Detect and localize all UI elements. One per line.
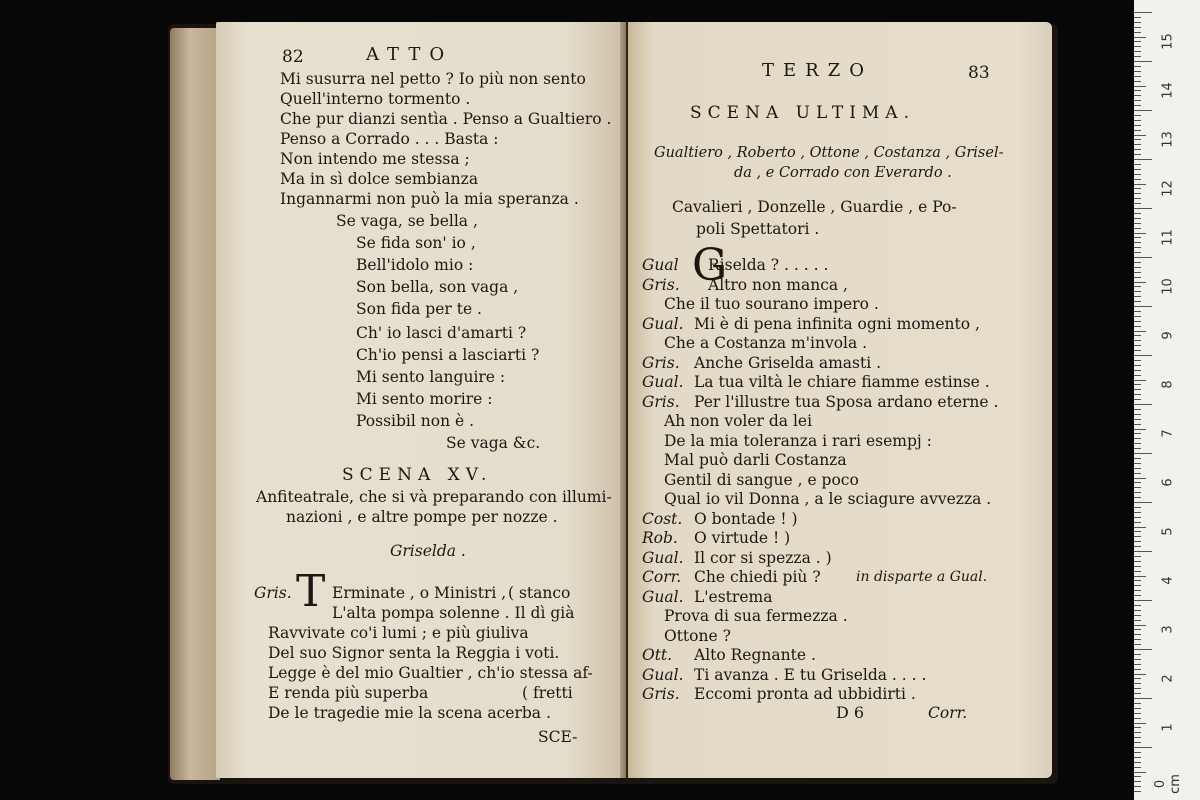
ruler-tick <box>1134 708 1141 709</box>
ruler-tick <box>1134 350 1141 351</box>
ruler-tick <box>1134 37 1146 38</box>
ruler-tick <box>1134 370 1141 371</box>
aria-line: Son fida per te . <box>356 300 482 318</box>
stage-direction: in disparte a Gual. <box>856 569 988 585</box>
cast-list: da , e Corrado con Everardo . <box>734 165 952 181</box>
ruler-number: 2 <box>1160 674 1176 683</box>
ruler-tick <box>1134 71 1141 72</box>
ruler-tick <box>1134 46 1141 47</box>
aria-reprise: Se vaga &c. <box>446 434 541 452</box>
ruler-tick <box>1134 791 1141 792</box>
ruler-tick <box>1134 130 1141 131</box>
ruler-tick <box>1134 512 1141 513</box>
ruler-tick <box>1134 669 1141 670</box>
ruler-tick <box>1134 233 1146 234</box>
ruler-tick <box>1134 419 1141 420</box>
ruler-tick <box>1134 184 1146 185</box>
ruler-tick <box>1134 649 1152 650</box>
speech-line: Legge è del mio Gualtier , ch'io stessa af- <box>268 664 593 682</box>
ruler-tick <box>1134 713 1141 714</box>
ruler-tick <box>1134 179 1141 180</box>
ruler-tick <box>1134 762 1141 763</box>
ruler-number: 0 cm <box>1153 774 1183 794</box>
ruler-tick <box>1134 404 1152 405</box>
aria-line: Se fida son' io , <box>356 234 476 252</box>
right-page <box>628 22 1052 778</box>
ruler-tick <box>1134 424 1141 425</box>
ruler-tick <box>1134 208 1152 209</box>
measuring-ruler <box>1134 0 1200 800</box>
speaker-label: Cost. <box>642 509 683 528</box>
dialogue-line: Ah non voler da lei <box>664 412 813 430</box>
speaker-label: Ott. <box>642 646 673 664</box>
speaker-label: Gual. <box>642 314 684 333</box>
ruler-tick <box>1134 688 1141 689</box>
dialogue-line: Riselda ? . . . . . <box>708 256 829 274</box>
ruler-tick <box>1134 389 1141 390</box>
ruler-tick <box>1134 615 1141 616</box>
ruler-tick <box>1134 188 1141 189</box>
speaker-label: Gris. <box>642 353 680 372</box>
right-page-number: 83 <box>968 63 990 83</box>
aria-line: Se vaga, se bella , <box>336 212 478 230</box>
dialogue-line: Alto Regnante . <box>694 646 816 664</box>
ruler-number: 12 <box>1160 180 1176 197</box>
dialogue-line: Mi è di pena infinita ogni momento , <box>694 314 980 333</box>
ruler-tick <box>1134 56 1141 57</box>
ruler-tick <box>1134 556 1141 557</box>
dialogue-line: Che a Costanza m'invola . <box>664 334 868 352</box>
ruler-tick <box>1134 321 1141 322</box>
ruler-tick <box>1134 331 1146 332</box>
ruler-tick <box>1134 576 1146 577</box>
ruler-tick <box>1134 306 1152 307</box>
ruler-tick <box>1134 105 1141 106</box>
ruler-tick <box>1134 620 1141 621</box>
ruler-tick <box>1134 51 1141 52</box>
verse-line: Che pur dianzi sentìa . Penso a Gualtiero . <box>280 110 612 128</box>
scene-description: nazioni , e altre pompe per nozze . <box>286 508 558 526</box>
ruler-number: 6 <box>1160 478 1176 487</box>
ruler-tick <box>1134 360 1141 361</box>
ruler-tick <box>1134 566 1141 567</box>
ruler-number: 10 <box>1160 278 1176 295</box>
ruler-tick <box>1134 414 1141 415</box>
ruler-tick <box>1134 399 1141 400</box>
dialogue-line: Altro non manca , <box>708 275 848 294</box>
extras-list: Cavalieri , Donzelle , Guardie , e Po- <box>672 198 957 216</box>
ruler-tick <box>1134 536 1141 537</box>
ruler-tick <box>1134 272 1141 273</box>
ruler-tick <box>1134 507 1141 508</box>
right-running-head: TERZO <box>762 60 873 81</box>
ruler-tick <box>1134 311 1141 312</box>
ruler-tick <box>1134 380 1146 381</box>
ruler-number: 11 <box>1160 229 1176 246</box>
ruler-tick <box>1134 600 1152 601</box>
ruler-tick <box>1134 154 1141 155</box>
ruler-tick <box>1134 527 1146 528</box>
aria-line: Son bella, son vaga , <box>356 278 519 296</box>
ruler-tick <box>1134 703 1141 704</box>
ruler-tick <box>1134 433 1141 434</box>
ruler-tick <box>1134 384 1141 385</box>
ruler-tick <box>1134 585 1141 586</box>
ruler-tick <box>1134 610 1141 611</box>
speaker-label: Gris. <box>642 685 680 703</box>
ruler-tick <box>1134 282 1146 283</box>
ruler-tick <box>1134 664 1141 665</box>
catchword: SCE- <box>538 728 578 746</box>
dialogue-line: L'estrema <box>694 587 773 606</box>
dialogue-line: La tua viltà le chiare fiamme estinse . <box>694 373 990 391</box>
ruler-tick <box>1134 727 1141 728</box>
dialogue-line: Ottone ? <box>664 626 731 645</box>
ruler-tick <box>1134 683 1141 684</box>
speaker-label: Gual. <box>642 587 684 606</box>
ruler-tick <box>1134 776 1141 777</box>
ruler-tick <box>1134 487 1141 488</box>
ruler-tick <box>1134 473 1141 474</box>
ruler-tick <box>1134 541 1141 542</box>
ruler-tick <box>1134 41 1141 42</box>
dialogue-line: Ti avanza . E tu Griselda . . . . <box>694 665 927 684</box>
ruler-tick <box>1134 242 1141 243</box>
ruler-tick <box>1134 786 1141 787</box>
ruler-tick <box>1134 90 1141 91</box>
ruler-tick <box>1134 478 1146 479</box>
ruler-number: 3 <box>1160 625 1176 634</box>
ruler-tick <box>1134 463 1141 464</box>
ruler-tick <box>1134 693 1141 694</box>
speech-line: Del suo Signor senta la Reggia i voti. <box>268 644 560 662</box>
aria-line: Ch'io pensi a lasciarti ? <box>356 346 540 364</box>
ruler-tick <box>1134 365 1141 366</box>
ruler-tick <box>1134 286 1141 287</box>
ruler-tick <box>1134 718 1141 719</box>
verse-line: Ingannarmi non può la mia speranza . <box>280 190 579 208</box>
ruler-number: 1 <box>1160 723 1176 732</box>
speech-line: Ravvivate co'i lumi ; e più giuliva <box>268 624 529 642</box>
ruler-tick <box>1134 149 1141 150</box>
ruler-tick <box>1134 228 1141 229</box>
aria-line: Bell'idolo mio : <box>356 256 474 274</box>
signature-mark: D 6 <box>836 703 865 722</box>
ruler-tick <box>1134 110 1152 111</box>
ruler-tick <box>1134 595 1141 596</box>
ruler-tick <box>1134 22 1141 23</box>
left-running-head: ATTO <box>366 44 454 65</box>
dialogue-line: De la mia toleranza i rari esempj : <box>664 431 932 450</box>
ruler-number: 5 <box>1160 527 1176 536</box>
ruler-tick <box>1134 737 1141 738</box>
character-name: Griselda . <box>390 542 466 560</box>
ruler-tick <box>1134 468 1141 469</box>
aria-line: Ch' io lasci d'amarti ? <box>356 324 527 342</box>
ruler-tick <box>1134 27 1141 28</box>
ruler-tick <box>1134 345 1141 346</box>
ruler-tick <box>1134 203 1141 204</box>
ruler-tick <box>1134 438 1141 439</box>
ruler-tick <box>1134 698 1152 699</box>
ruler-tick <box>1134 580 1141 581</box>
speaker-label: Gual. <box>642 373 684 391</box>
scene-heading: SCENA ULTIMA. <box>690 103 915 123</box>
ruler-tick <box>1134 458 1141 459</box>
ruler-tick <box>1134 492 1141 493</box>
extras-list: poli Spettatori . <box>696 220 820 238</box>
verse-line: Quell'interno tormento . <box>280 90 471 108</box>
ruler-tick <box>1134 135 1146 136</box>
ruler-tick <box>1134 296 1141 297</box>
ruler-number: 8 <box>1160 380 1176 389</box>
speaker-label: Gris. <box>254 584 292 602</box>
ruler-tick <box>1134 678 1141 679</box>
ruler-tick <box>1134 497 1141 498</box>
ruler-tick <box>1134 752 1141 753</box>
ruler-tick <box>1134 159 1152 160</box>
ruler-tick <box>1134 120 1141 121</box>
ruler-tick <box>1134 429 1146 430</box>
aria-line: Mi sento languire : <box>356 368 506 386</box>
dialogue-line: Che chiedi più ? <box>694 568 821 586</box>
ruler-tick <box>1134 17 1141 18</box>
ruler-tick <box>1134 781 1141 782</box>
ruler-tick <box>1134 644 1141 645</box>
ruler-tick <box>1134 66 1141 67</box>
verse-line: Penso a Corrado . . . Basta : <box>280 130 499 148</box>
ruler-number: 14 <box>1160 82 1176 99</box>
verse-line: Mi susurra nel petto ? Io più non sento <box>280 70 586 88</box>
speaker-label: Gual. <box>642 548 684 567</box>
dialogue-line: Eccomi pronta ad ubbidirti . <box>694 685 916 703</box>
ruler-tick <box>1134 674 1146 675</box>
speaker-label: Rob. <box>642 529 678 547</box>
catchword: Corr. <box>928 704 968 722</box>
ruler-number: 13 <box>1160 131 1176 148</box>
ruler-tick <box>1134 174 1141 175</box>
dialogue-line: Per l'illustre tua Sposa ardano eterne . <box>694 392 999 411</box>
ruler-number: 9 <box>1160 331 1176 340</box>
verse-line: Ma in sì dolce sembianza <box>280 170 479 188</box>
ruler-tick <box>1134 453 1152 454</box>
ruler-tick <box>1134 443 1141 444</box>
ruler-tick <box>1134 139 1141 140</box>
ruler-tick <box>1134 247 1141 248</box>
dialogue-line: Anche Griselda amasti . <box>694 353 882 372</box>
ruler-tick <box>1134 95 1141 96</box>
ruler-tick <box>1134 772 1146 773</box>
ruler-tick <box>1134 218 1141 219</box>
dialogue-line: Prova di sua fermezza . <box>664 607 848 625</box>
ruler-tick <box>1134 169 1141 170</box>
speech-line: E renda più superba <box>268 684 429 702</box>
ruler-tick <box>1134 561 1141 562</box>
ruler-tick <box>1134 590 1141 591</box>
ruler-tick <box>1134 326 1141 327</box>
ruler-number: 4 <box>1160 576 1176 585</box>
ruler-tick <box>1134 531 1141 532</box>
ruler-tick <box>1134 223 1141 224</box>
dialogue-line: Mal può darli Costanza <box>664 451 847 469</box>
dialogue-line: O bontade ! ) <box>694 509 798 528</box>
ruler-tick <box>1134 267 1141 268</box>
scene-heading: SCENA XV. <box>342 465 493 485</box>
ruler-tick <box>1134 659 1141 660</box>
left-page <box>216 22 626 778</box>
ruler-tick <box>1134 522 1141 523</box>
ruler-tick <box>1134 551 1152 552</box>
ruler-tick <box>1134 125 1141 126</box>
ruler-tick <box>1134 742 1141 743</box>
ruler-tick <box>1134 81 1141 82</box>
ruler-tick <box>1134 654 1141 655</box>
ruler-tick <box>1134 164 1141 165</box>
ruler-tick <box>1134 61 1152 62</box>
ruler-tick <box>1134 747 1152 748</box>
ruler-tick <box>1134 394 1141 395</box>
speaker-label: Corr. <box>642 568 682 586</box>
aria-line: Mi sento morire : <box>356 390 493 408</box>
ruler-tick <box>1134 634 1141 635</box>
ruler-tick <box>1134 723 1146 724</box>
ruler-tick <box>1134 291 1141 292</box>
ruler-tick <box>1134 340 1141 341</box>
ruler-tick <box>1134 115 1141 116</box>
drop-capital: G <box>692 240 728 291</box>
ruler-tick <box>1134 409 1141 410</box>
verse-line: Non intendo me stessa ; <box>280 150 470 168</box>
ruler-tick <box>1134 198 1141 199</box>
ruler-tick <box>1134 639 1141 640</box>
ruler-tick <box>1134 316 1141 317</box>
ruler-tick <box>1134 262 1141 263</box>
speech-line: L'alta pompa solenne . Il dì già <box>332 604 575 622</box>
aria-line: Possibil non è . <box>356 412 475 430</box>
dialogue-line: Il cor si spezza . ) <box>694 548 832 567</box>
ruler-number: 7 <box>1160 429 1176 438</box>
ruler-tick <box>1134 86 1146 87</box>
ruler-tick <box>1134 193 1141 194</box>
ruler-tick <box>1134 757 1141 758</box>
dialogue-line: Gentil di sangue , e poco <box>664 470 859 489</box>
ruler-tick <box>1134 625 1146 626</box>
speaker-label: Gual. <box>642 665 684 684</box>
ruler-tick <box>1134 767 1141 768</box>
speaker-label: Gris. <box>642 392 680 411</box>
left-page-number: 82 <box>282 47 304 67</box>
ruler-tick <box>1134 213 1141 214</box>
ruler-tick <box>1134 482 1141 483</box>
speech-line: Erminate , o Ministri , <box>332 584 507 602</box>
ruler-tick <box>1134 335 1141 336</box>
ruler-tick <box>1134 100 1141 101</box>
ruler-tick <box>1134 32 1141 33</box>
ruler-tick <box>1134 237 1141 238</box>
ruler-tick <box>1134 375 1141 376</box>
ruler-tick <box>1134 546 1141 547</box>
ruler-tick <box>1134 277 1141 278</box>
ruler-number: 15 <box>1160 33 1176 50</box>
speech-line: De le tragedie mie la scena acerba . <box>268 704 551 722</box>
speaker-label: Gual <box>642 256 679 274</box>
page-block-edge <box>170 28 220 780</box>
ruler-tick <box>1134 448 1141 449</box>
stage-aside: ( stanco <box>508 584 571 602</box>
ruler-tick <box>1134 517 1141 518</box>
ruler-tick <box>1134 144 1141 145</box>
ruler-tick <box>1134 252 1141 253</box>
scene-description: Anfiteatrale, che si và preparando con illumi- <box>256 488 612 506</box>
ruler-tick <box>1134 502 1152 503</box>
dialogue-line: Qual io vil Donna , a le sciagure avvezza . <box>664 490 992 508</box>
ruler-tick <box>1134 355 1152 356</box>
dialogue-line: O virtude ! ) <box>694 529 791 547</box>
ruler-tick <box>1134 732 1141 733</box>
ruler-tick <box>1134 301 1141 302</box>
ruler-tick <box>1134 12 1152 13</box>
ruler-tick <box>1134 257 1152 258</box>
ruler-tick <box>1134 76 1141 77</box>
dialogue-line: Che il tuo sourano impero . <box>664 295 879 313</box>
ruler-tick <box>1134 571 1141 572</box>
stage-aside: ( fretti <box>522 684 573 702</box>
speaker-label: Gris. <box>642 275 680 294</box>
ruler-tick <box>1134 605 1141 606</box>
cast-list: Gualtiero , Roberto , Ottone , Costanza , Grisel- <box>654 145 1004 161</box>
ruler-tick <box>1134 629 1141 630</box>
drop-capital: T <box>296 566 326 617</box>
